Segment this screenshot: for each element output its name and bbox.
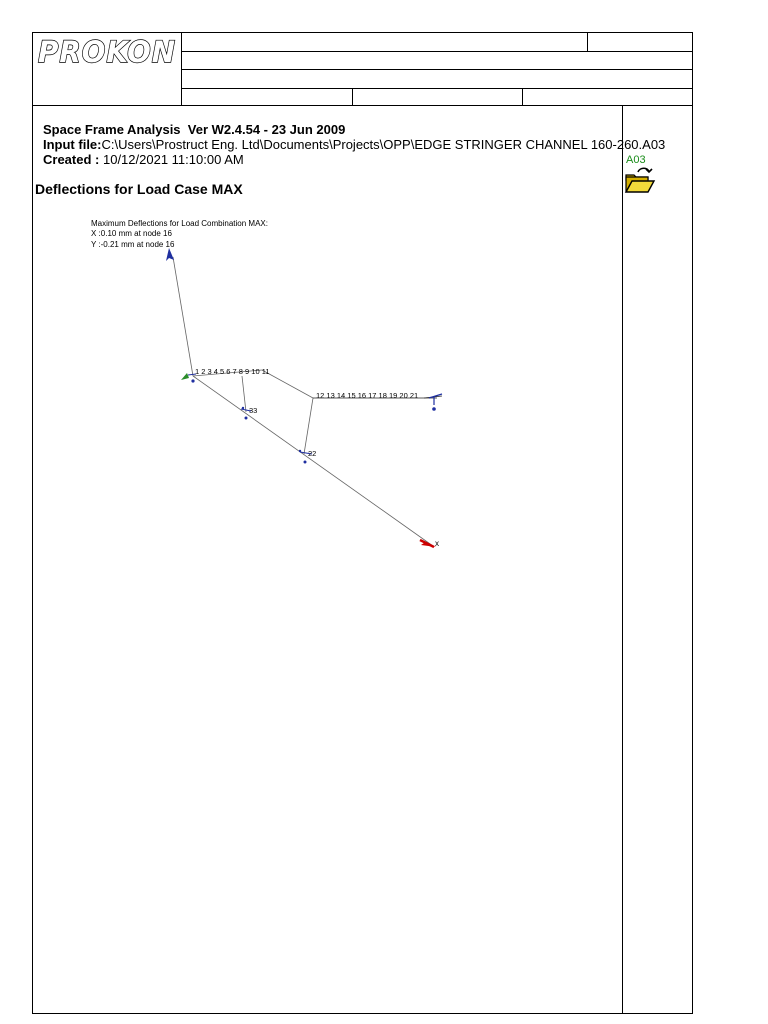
margin-column-line (622, 105, 623, 1014)
program-header (43, 122, 665, 167)
max-deflection-x: X :0.10 mm at node 16 (91, 229, 172, 238)
deflection-diagram (32, 200, 622, 600)
program-version: Ver W2.4.54 - 23 Jun 2009 (187, 122, 346, 137)
title-block-row-line (181, 69, 693, 70)
y-axis-arrow (166, 248, 174, 261)
file-tag: A03 (626, 154, 646, 166)
diagonal-member (262, 370, 313, 398)
prokon-logo (36, 36, 178, 66)
svg-text:PROKON: PROKON (38, 36, 176, 66)
program-label: Space Frame Analysis (43, 122, 181, 137)
node-label-33: 33 (249, 406, 258, 415)
x-axis-label: x (435, 539, 439, 548)
open-folder-icon[interactable] (624, 166, 656, 194)
max-deflection-y: Y :-0.21 mm at node 16 (91, 240, 175, 249)
title-block-row-line (181, 88, 693, 89)
title-block-cell-divider (352, 88, 353, 106)
created-value: 10/12/2021 11:10:00 AM (102, 152, 244, 167)
max-deflection-heading: Maximum Deflections for Load Combination MAX: (91, 219, 268, 228)
input-file-label: Input file: (43, 137, 102, 152)
node-labels-left: 1 2 3 4 5 6 7 8 9 10 11 (195, 367, 270, 376)
created-label: Created : (43, 152, 100, 167)
post-member-22 (304, 398, 313, 454)
title-block-cell-divider (587, 32, 588, 51)
title-block-row-line (181, 51, 693, 52)
frame-members (173, 257, 442, 546)
vertical-axis-member (173, 257, 193, 376)
node-label-22: 22 (308, 449, 317, 458)
x-axis-arrow (420, 540, 434, 547)
support-node-1 (181, 373, 196, 383)
section-title: Deflections for Load Case MAX (35, 181, 243, 197)
input-file-path: C:\Users\Prostruct Eng. Ltd\Documents\Projects\OPP\EDGE STRINGER CHANNEL 160-260.A03 (101, 137, 666, 152)
post-member-33 (242, 376, 246, 412)
title-block-bottom-line (32, 105, 693, 106)
node-labels-right: 12 13 14 15 16 17 18 19 20 21 (316, 391, 419, 400)
x-axis-member (193, 376, 433, 546)
title-block-cell-divider (522, 88, 523, 106)
